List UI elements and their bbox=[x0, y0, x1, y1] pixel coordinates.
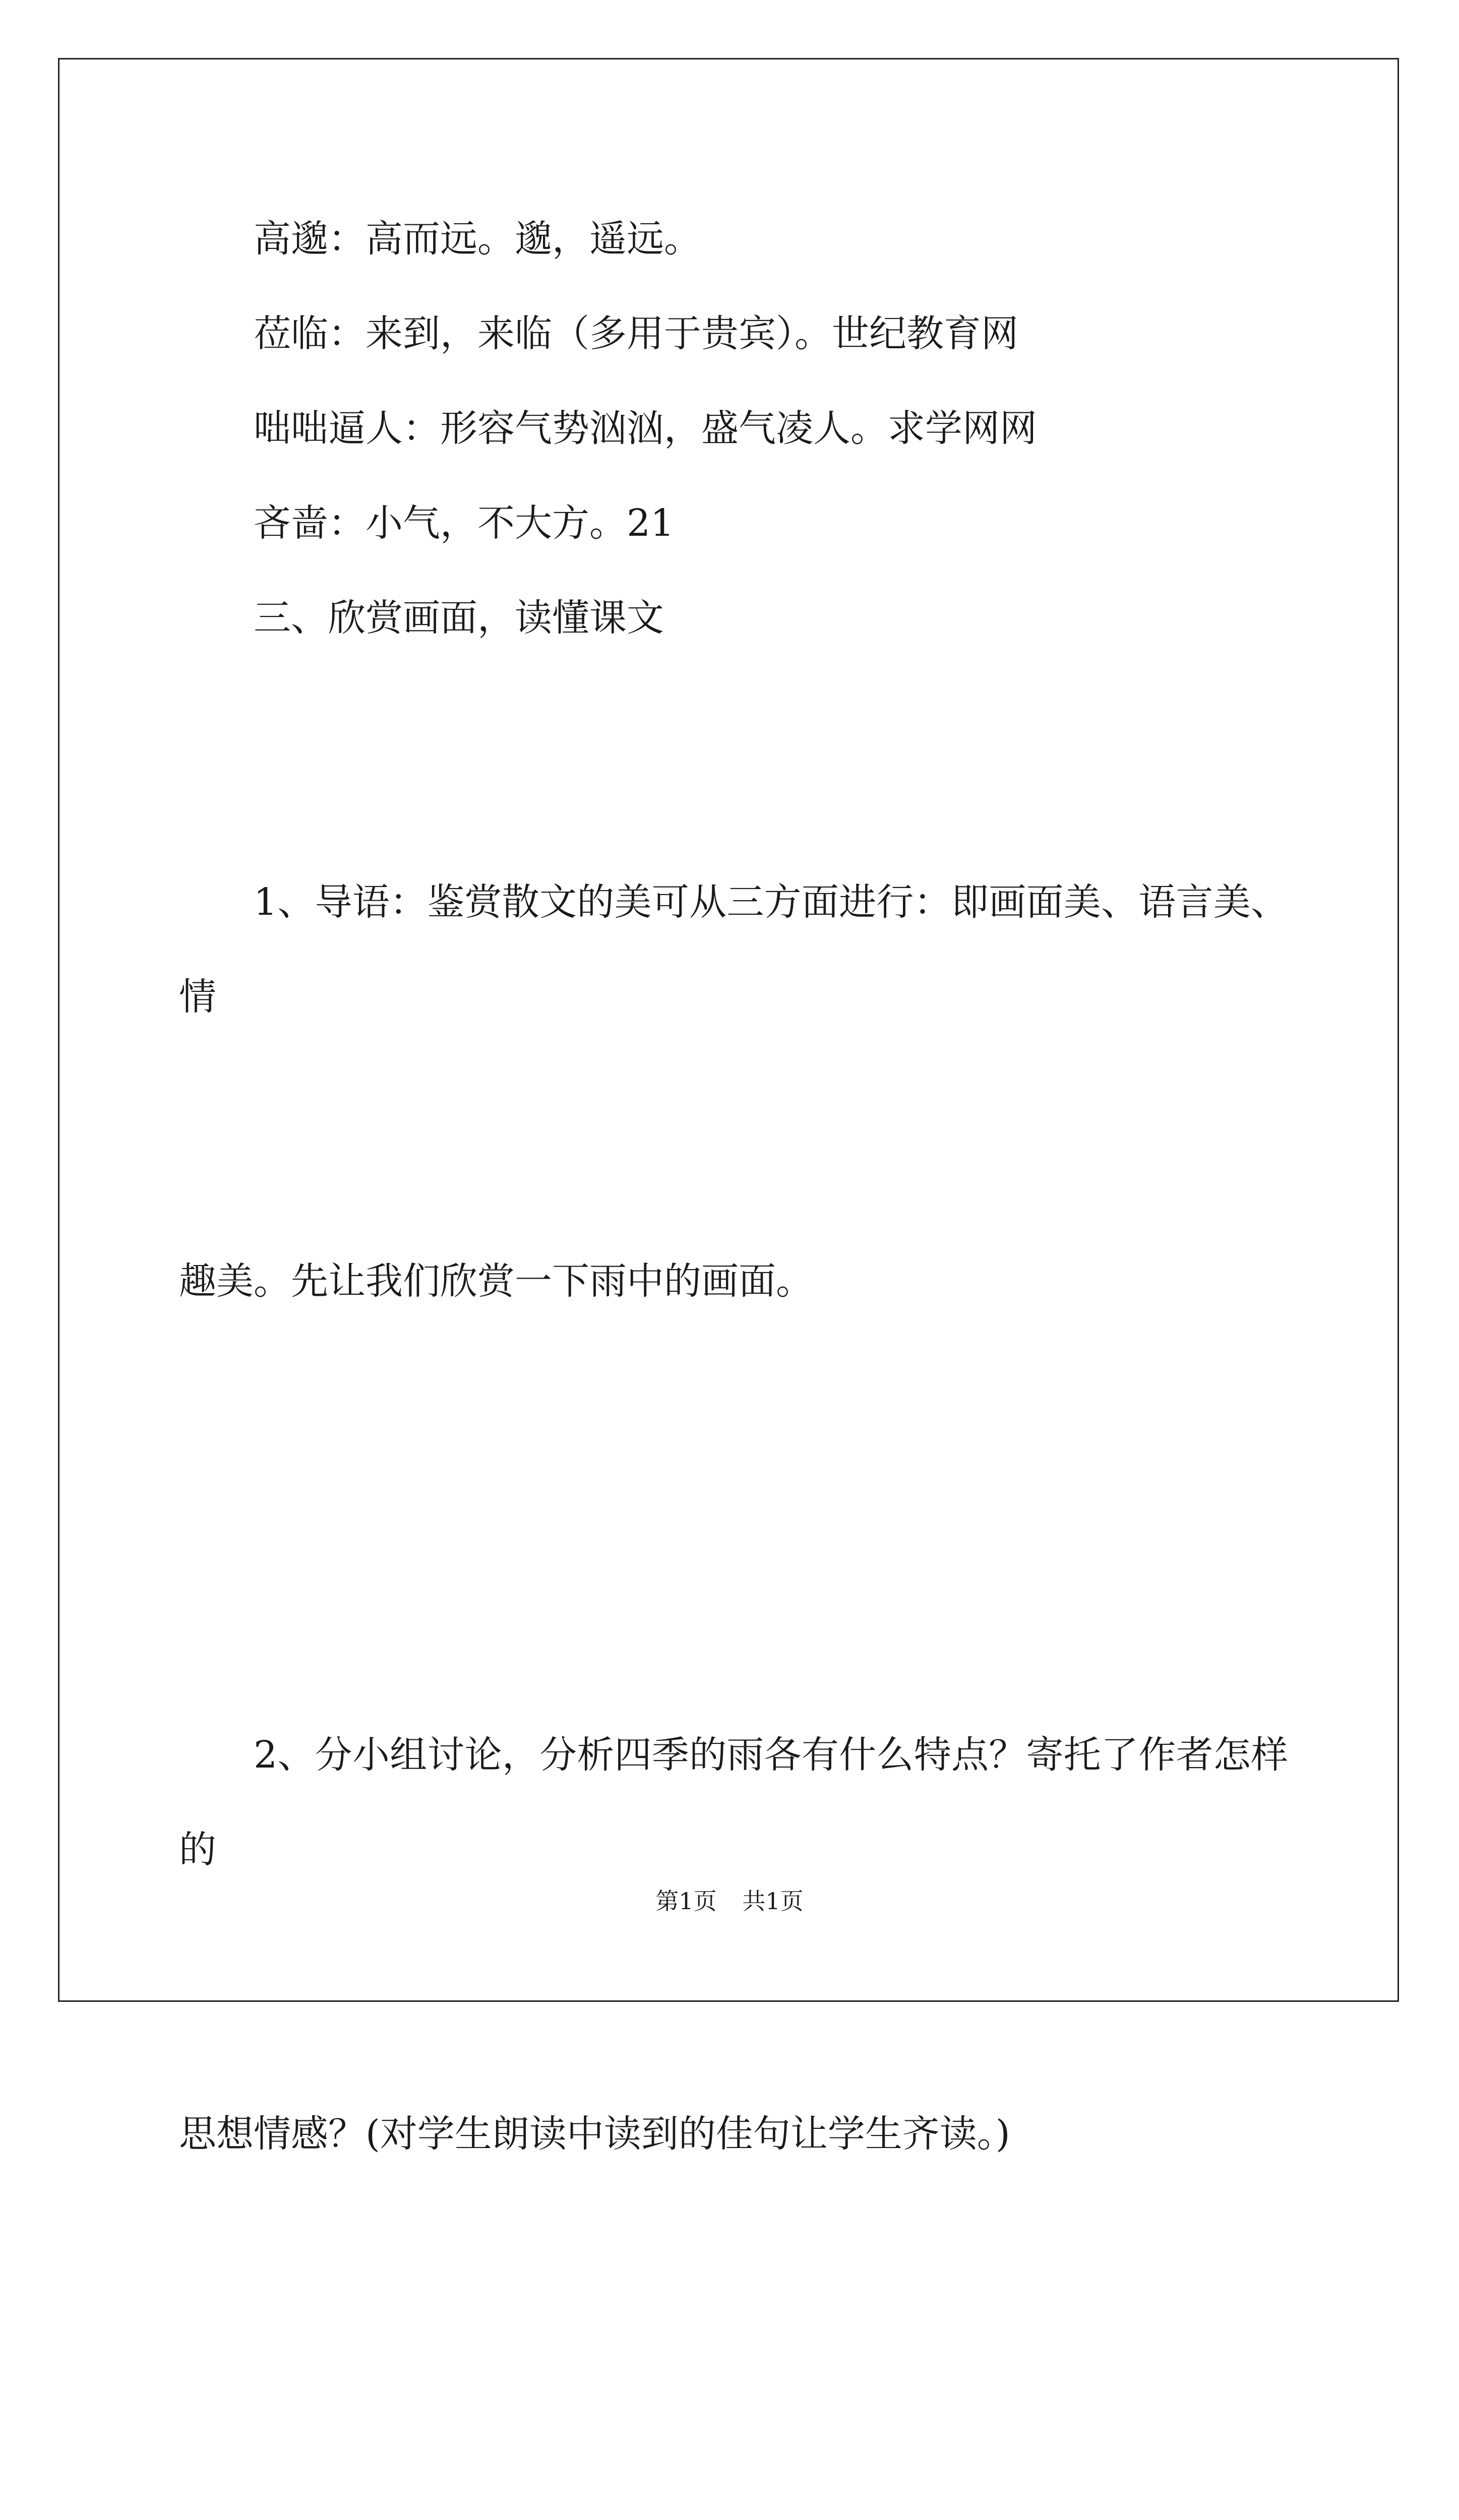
text-line bbox=[179, 381, 1288, 476]
line-gaomiao: 高邈：高而远。邈，遥远。 bbox=[254, 217, 701, 261]
page-footer bbox=[0, 1883, 1459, 1916]
line-intro-1: 1、导语：鉴赏散文的美可从三方面进行：即画面美、语言美、情 bbox=[179, 880, 1288, 1019]
line-duoduobiren: 咄咄逼人：形容气势汹汹，盛气凌人。求学网网 bbox=[254, 407, 1037, 450]
line-discussion-2: 思想情感？(对学生朗读中读到的佳句让学生齐读。) bbox=[179, 2112, 1010, 2156]
text-line bbox=[179, 192, 1288, 286]
paragraph-discussion bbox=[179, 1518, 1288, 2371]
line-linse: 吝啬：小气，不大方。21 bbox=[254, 501, 675, 545]
text-line bbox=[179, 476, 1288, 571]
document-body bbox=[179, 192, 1288, 2520]
section-heading bbox=[179, 571, 1288, 665]
page-total: 共1页 bbox=[742, 1887, 804, 1915]
line-lilin: 莅临：来到，来临（多用于贵宾）。世纪教育网 bbox=[254, 312, 1018, 355]
paragraph-spring bbox=[179, 2371, 1288, 2520]
paragraph-intro bbox=[179, 665, 1288, 1518]
line-discussion-1: 2、分小组讨论，分析四季的雨各有什么特点？寄托了作者怎样的 bbox=[179, 1733, 1288, 1871]
page-number: 第1页 bbox=[655, 1887, 717, 1915]
heading-appreciate: 三、欣赏画面，读懂课文 bbox=[254, 596, 664, 640]
text-line bbox=[179, 286, 1288, 381]
line-intro-2: 趣美。先让我们欣赏一下雨中的画面。 bbox=[179, 1259, 813, 1303]
